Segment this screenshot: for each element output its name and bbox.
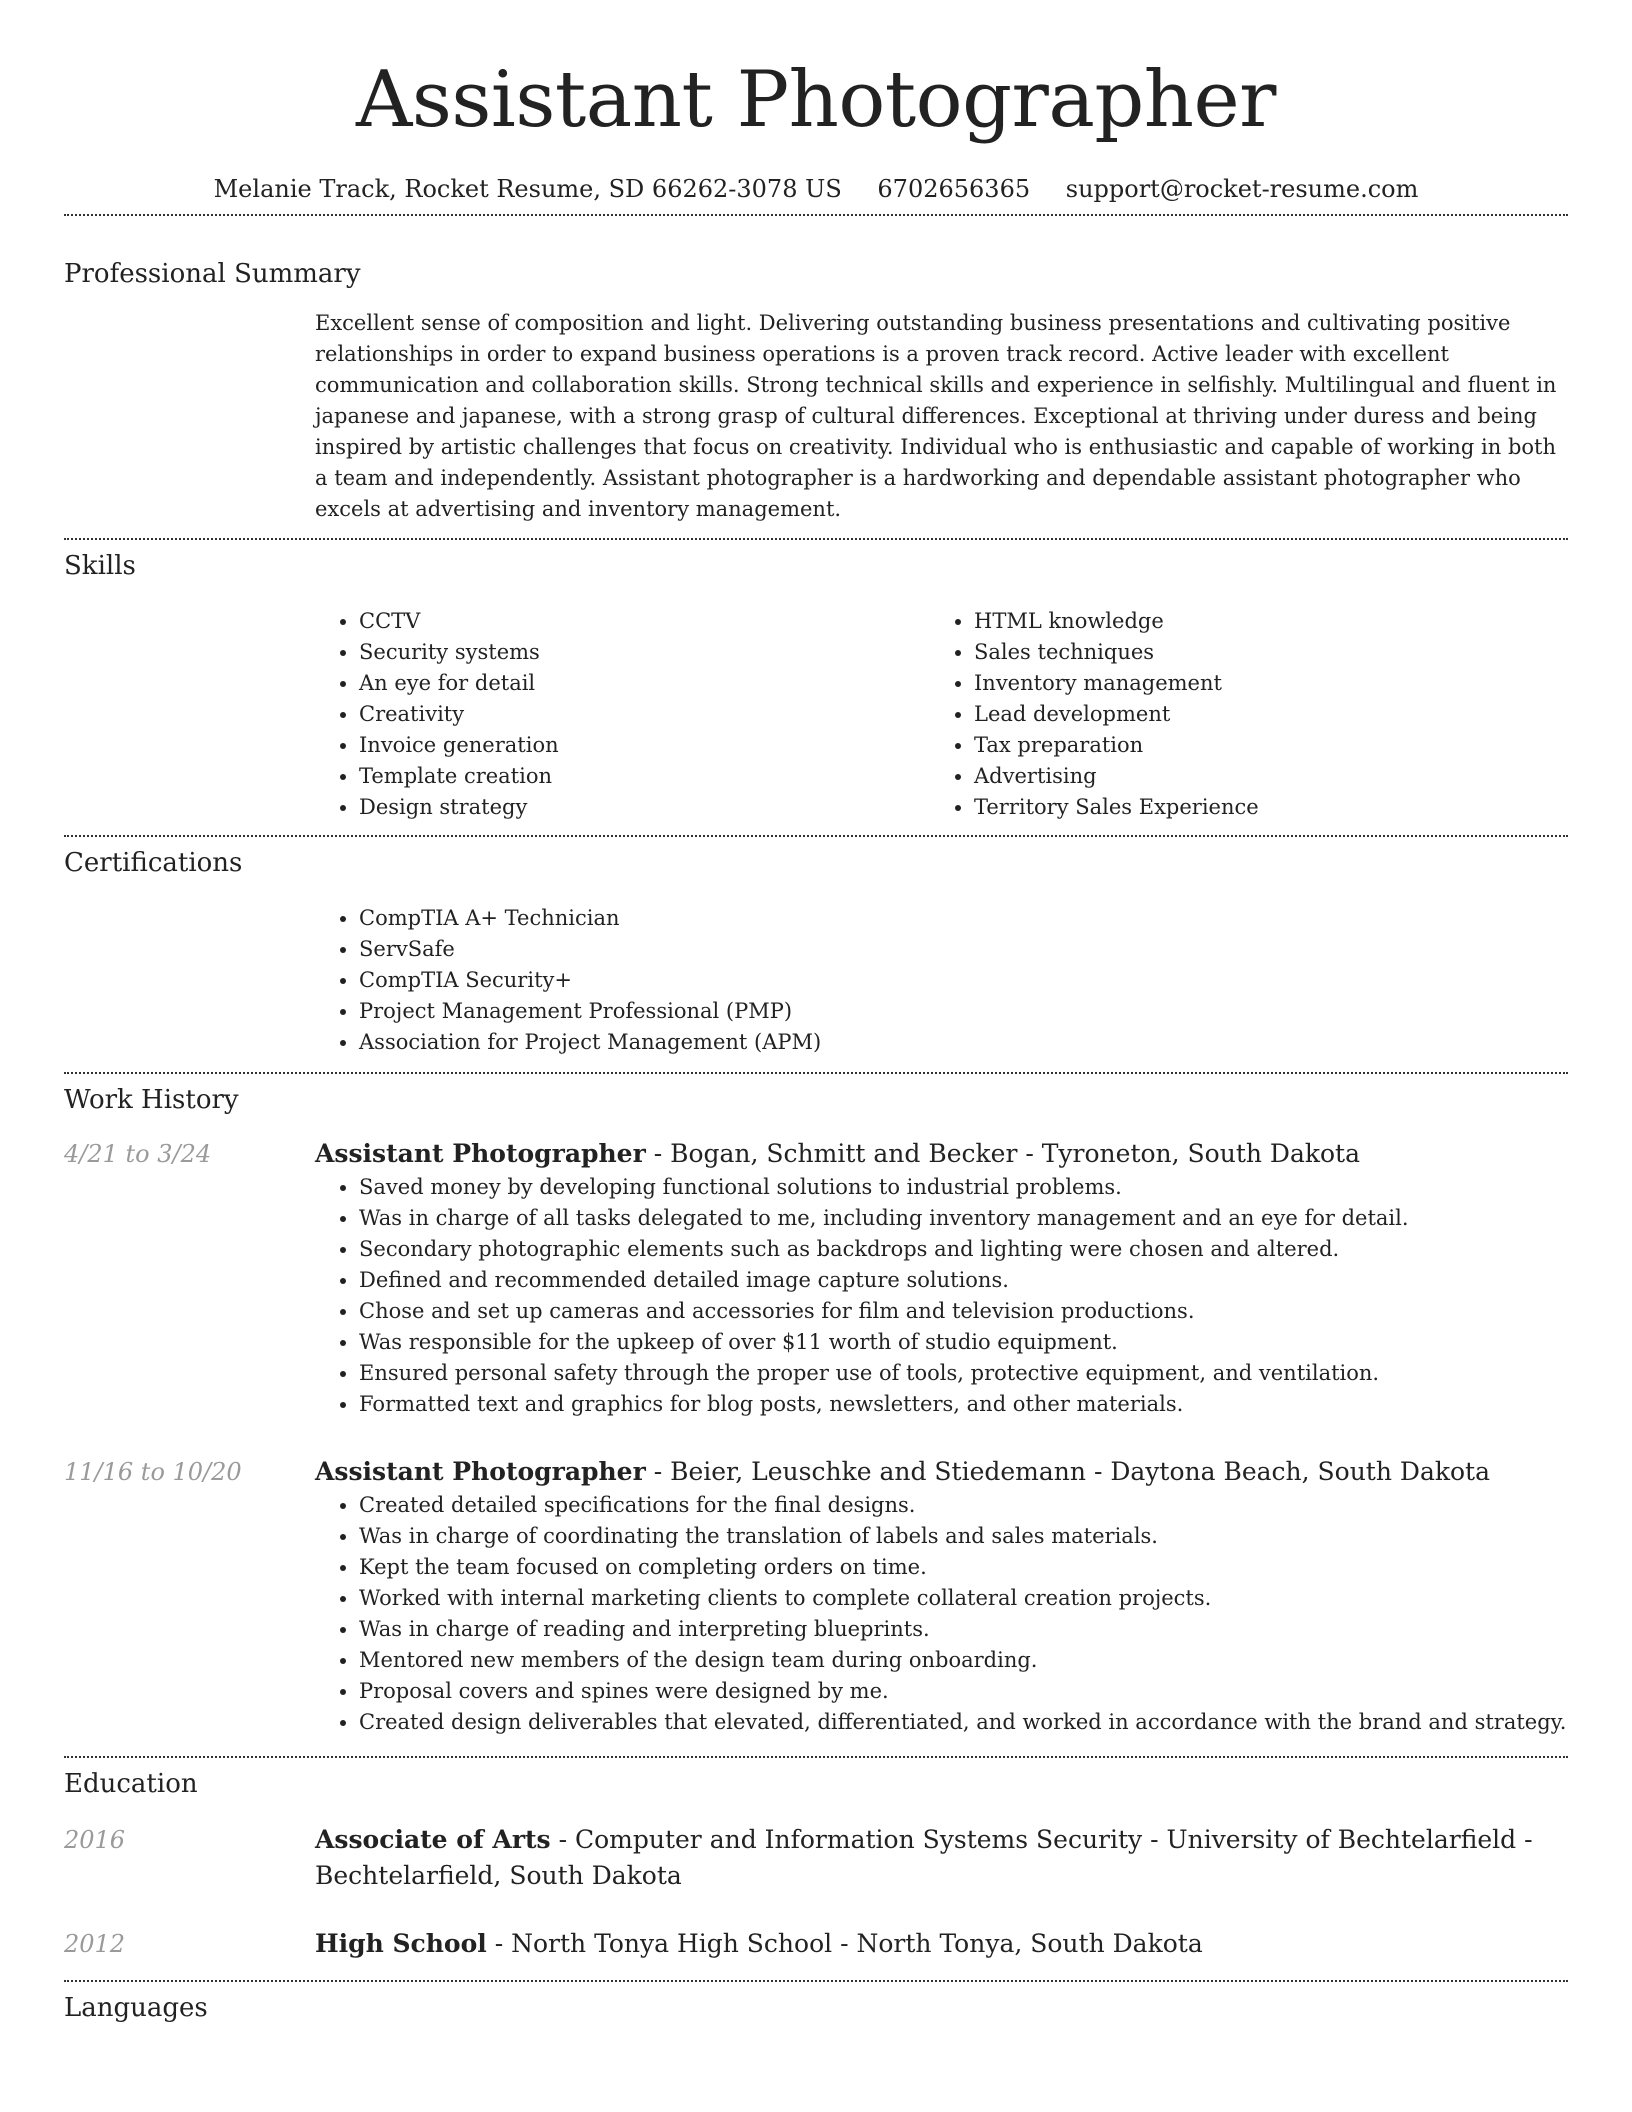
contact-email: support@rocket-resume.com bbox=[1065, 175, 1419, 203]
education-date: 2012 bbox=[64, 1930, 126, 1958]
list-item: • Sales techniques bbox=[974, 637, 1545, 668]
skills-list-right bbox=[930, 606, 1545, 823]
education-degree: Associate of Arts bbox=[315, 1825, 551, 1854]
education-date: 2016 bbox=[64, 1826, 126, 1854]
resume-header bbox=[64, 0, 1568, 210]
job-details bbox=[315, 1454, 1568, 1738]
resume-page bbox=[64, 0, 1568, 2024]
list-item: • Tax preparation bbox=[974, 730, 1545, 761]
list-item: • Association for Project Management (APM) bbox=[359, 1027, 1568, 1058]
skills-list-left bbox=[315, 606, 930, 823]
job-employer-location: - Beier, Leuschke and Stiedemann - Daytona Beach, South Dakota bbox=[645, 1457, 1491, 1486]
job-role: Assistant Photographer bbox=[315, 1457, 646, 1486]
education-school-location: - Computer and Information Systems Security - University of Bechtelarfield - Bechtelarfield, South Dakota bbox=[315, 1825, 1533, 1890]
job-heading bbox=[315, 1454, 1568, 1490]
list-item: • Inventory management bbox=[974, 668, 1545, 699]
list-item: • HTML knowledge bbox=[974, 606, 1545, 637]
education-school-location: - North Tonya High School - North Tonya, South Dakota bbox=[486, 1929, 1203, 1958]
list-item: • Was responsible for the upkeep of over $11 worth of studio equipment. bbox=[359, 1327, 1568, 1358]
candidate-title: Assistant Photographer bbox=[356, 55, 1276, 145]
certifications-section bbox=[64, 837, 1568, 1058]
list-item: • Invoice generation bbox=[359, 730, 930, 761]
skills-column-left bbox=[315, 606, 930, 823]
skills-column-right bbox=[930, 606, 1545, 823]
job-employer-location: - Bogan, Schmitt and Becker - Tyroneton, South Dakota bbox=[645, 1139, 1361, 1168]
list-item: • Mentored new members of the design team during onboarding. bbox=[359, 1645, 1568, 1676]
list-item: • Secondary photographic elements such as backdrops and lighting were chosen and altered. bbox=[359, 1234, 1568, 1265]
job-entry bbox=[64, 1136, 1568, 1420]
list-item: • Ensured personal safety through the proper use of tools, protective equipment, and ventilation. bbox=[359, 1358, 1568, 1389]
job-date: 11/16 to 10/20 bbox=[64, 1458, 242, 1486]
job-heading bbox=[315, 1136, 1568, 1172]
summary-text: Excellent sense of composition and light. Delivering outstanding business presentations and cultivating positive relationships in order to expand business operations is a proven track record. Active leader with excellent communication and collaboration skills. Strong technical skills and experience in selfishly. Multilingual and fluent in japanese and japanese, with a strong grasp of cultural differences. Exceptional at thriving under duress and being inspired by artistic challenges that focus on creativity. Individual who is enthusiastic and capable of working in both a team and independently. Assistant photographer is a hardworking and dependable assistant photographer who excels at advertising and inventory management. bbox=[315, 311, 1557, 521]
list-item: • Was in charge of all tasks delegated to me, including inventory management and an eye for detail. bbox=[359, 1203, 1568, 1234]
list-item: • An eye for detail bbox=[359, 668, 930, 699]
certifications-heading: Certifications bbox=[64, 848, 243, 878]
list-item: • Created design deliverables that elevated, differentiated, and worked in accordance with the brand and strategy. bbox=[359, 1707, 1568, 1738]
job-details bbox=[315, 1136, 1568, 1420]
skills-grid bbox=[315, 606, 1568, 823]
languages-section bbox=[64, 1982, 1568, 2024]
list-item: • Saved money by developing functional solutions to industrial problems. bbox=[359, 1172, 1568, 1203]
education-details bbox=[315, 1822, 1568, 1894]
skills-heading: Skills bbox=[64, 551, 136, 581]
job-entry bbox=[64, 1454, 1568, 1738]
contact-address: Melanie Track, Rocket Resume, SD 66262-3078 US bbox=[213, 175, 842, 203]
languages-heading: Languages bbox=[64, 1993, 208, 2023]
list-item: • Security systems bbox=[359, 637, 930, 668]
list-item: • Template creation bbox=[359, 761, 930, 792]
list-item: • Proposal covers and spines were designed by me. bbox=[359, 1676, 1568, 1707]
list-item: • Design strategy bbox=[359, 792, 930, 823]
summary-section bbox=[64, 216, 1568, 525]
work-history-section bbox=[64, 1074, 1568, 1756]
education-degree: High School bbox=[315, 1929, 487, 1958]
certifications-list bbox=[315, 903, 1568, 1058]
education-entry bbox=[64, 1822, 1568, 1894]
list-item: • Kept the team focused on completing orders on time. bbox=[359, 1552, 1568, 1583]
certifications-block bbox=[315, 903, 1568, 1058]
list-item: • Formatted text and graphics for blog posts, newsletters, and other materials. bbox=[359, 1389, 1568, 1420]
contact-line bbox=[64, 174, 1568, 210]
list-item: • Lead development bbox=[974, 699, 1545, 730]
education-entry bbox=[64, 1926, 1568, 1962]
education-heading: Education bbox=[64, 1769, 198, 1799]
job-date: 4/21 to 3/24 bbox=[64, 1140, 212, 1168]
list-item: • CompTIA A+ Technician bbox=[359, 903, 1568, 934]
education-section bbox=[64, 1758, 1568, 1980]
list-item: • Chose and set up cameras and accessories for film and television productions. bbox=[359, 1296, 1568, 1327]
list-item: • Worked with internal marketing clients to complete collateral creation projects. bbox=[359, 1583, 1568, 1614]
list-item: • Was in charge of reading and interpreting blueprints. bbox=[359, 1614, 1568, 1645]
list-item: • Defined and recommended detailed image capture solutions. bbox=[359, 1265, 1568, 1296]
list-item: • Territory Sales Experience bbox=[974, 792, 1545, 823]
list-item: • ServSafe bbox=[359, 934, 1568, 965]
skills-section bbox=[64, 540, 1568, 823]
job-bullets bbox=[315, 1490, 1568, 1738]
list-item: • Creativity bbox=[359, 699, 930, 730]
job-bullets bbox=[315, 1172, 1568, 1420]
list-item: • Advertising bbox=[974, 761, 1545, 792]
job-role: Assistant Photographer bbox=[315, 1139, 646, 1168]
list-item: • Was in charge of coordinating the translation of labels and sales materials. bbox=[359, 1521, 1568, 1552]
work-history-heading: Work History bbox=[64, 1085, 239, 1115]
education-heading-line bbox=[315, 1822, 1568, 1894]
list-item: • Created detailed specifications for the final designs. bbox=[359, 1490, 1568, 1521]
list-item: • CompTIA Security+ bbox=[359, 965, 1568, 996]
contact-phone: 6702656365 bbox=[877, 175, 1031, 203]
summary-heading: Professional Summary bbox=[64, 259, 361, 289]
list-item: • Project Management Professional (PMP) bbox=[359, 996, 1568, 1027]
education-heading-line bbox=[315, 1926, 1568, 1962]
education-details bbox=[315, 1926, 1568, 1962]
list-item: • CCTV bbox=[359, 606, 930, 637]
